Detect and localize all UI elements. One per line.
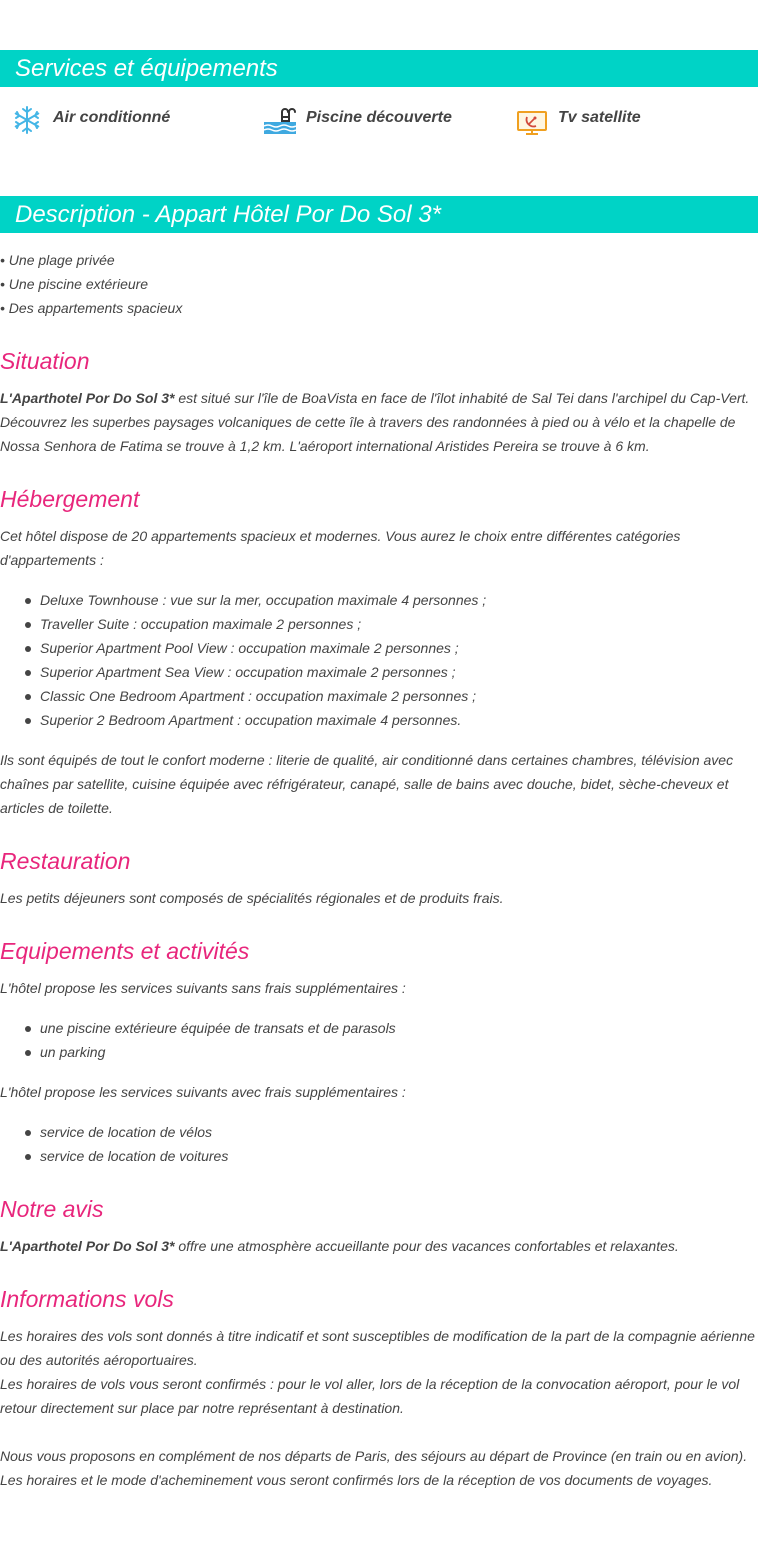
snowflake-icon xyxy=(11,104,43,136)
restauration-text: Les petits déjeuners sont composés de spécialités régionales et de produits frais. xyxy=(0,890,504,906)
list-item: une piscine extérieure équipée de transats et de parasols xyxy=(0,1016,758,1040)
list-item: Deluxe Townhouse : vue sur la mer, occupation maximale 4 personnes ; xyxy=(0,588,758,612)
service-air-conditioning xyxy=(11,104,170,144)
description-content xyxy=(0,248,758,1492)
vols-heading: Informations vols xyxy=(0,1286,174,1312)
hebergement-outro: Ils sont équipés de tout le confort moderne : literie de qualité, air conditionné dans certaines chambres, télévision avec chaînes par satellite, cuisine équipée avec réfrigérateur, canapé, salle de bains avec douche, bidet, sèche-cheveux et articles de toilette. xyxy=(0,752,734,816)
satellite-tv-icon xyxy=(516,104,548,136)
vols-text-3: Nous vous proposons en complément de nos départs de Paris, des séjours au départ de Province (en train ou en avion). xyxy=(0,1448,748,1464)
room-types-list xyxy=(0,588,758,732)
description-header-band xyxy=(0,196,758,233)
situation-heading: Situation xyxy=(0,348,90,374)
equipements-heading: Equipements et activités xyxy=(0,938,250,964)
service-satellite-tv xyxy=(516,104,641,144)
avis-heading: Notre avis xyxy=(0,1196,104,1222)
vols-text-1: Les horaires des vols sont donnés à titre indicatif et sont susceptibles de modification de la part de la compagnie aérienne ou des autorités aéroportuaires. xyxy=(0,1328,755,1368)
list-item: Superior 2 Bedroom Apartment : occupation maximale 4 personnes. xyxy=(0,708,758,732)
services-list xyxy=(0,104,758,144)
service-label: Tv satellite xyxy=(558,109,641,126)
service-label: Piscine découverte xyxy=(306,109,452,126)
list-item: un parking xyxy=(0,1040,758,1064)
list-item: Superior Apartment Pool View : occupation maximale 2 personnes ; xyxy=(0,636,758,660)
vols-text-4: Les horaires et le mode d'acheminement vous seront confirmés lors de la réception de vos documents de voyages. xyxy=(0,1472,713,1488)
list-item: Traveller Suite : occupation maximale 2 personnes ; xyxy=(0,612,758,636)
services-title: Services et équipements xyxy=(15,55,278,82)
highlight-item: • Des appartements spacieux xyxy=(0,300,183,316)
pool-icon xyxy=(264,104,296,136)
restauration-heading: Restauration xyxy=(0,848,131,874)
paid-services-intro: L'hôtel propose les services suivants avec frais supplémentaires : xyxy=(0,1084,406,1100)
avis-body: offre une atmosphère accueillante pour des vacances confortables et relaxantes. xyxy=(174,1238,679,1254)
list-item: Classic One Bedroom Apartment : occupation maximale 2 personnes ; xyxy=(0,684,758,708)
vols-text-2: Les horaires de vols vous seront confirmés : pour le vol aller, lors de la réception de la convocation aéroport, pour le vol retour directement sur place par notre représentant à destination. xyxy=(0,1376,740,1416)
hebergement-intro: Cet hôtel dispose de 20 appartements spacieux et modernes. Vous aurez le choix entre différentes catégories d'appartements : xyxy=(0,528,681,568)
service-pool xyxy=(264,104,452,144)
list-item: service de location de vélos xyxy=(0,1120,758,1144)
highlights-list xyxy=(0,248,758,320)
hebergement-heading: Hébergement xyxy=(0,486,140,512)
situation-text xyxy=(0,386,758,458)
free-services-list xyxy=(0,1016,758,1064)
service-label: Air conditionné xyxy=(53,109,171,126)
avis-text xyxy=(0,1234,758,1258)
list-item: Superior Apartment Sea View : occupation maximale 2 personnes ; xyxy=(0,660,758,684)
services-header-band xyxy=(0,50,758,87)
situation-body: est situé sur l'île de BoaVista en face de l'îlot inhabité de Sal Tei dans l'archipel du Cap-Vert. Découvrez les superbes paysages volcaniques de cette île à travers des randonnées à pied ou à vélo et la chapelle de Nossa Senhora de Fatima se trouve à 1,2 km. L'aéroport international Aristides Pereira se trouve à 6 km. xyxy=(0,390,750,454)
highlight-item: • Une plage privée xyxy=(0,252,115,268)
hotel-name: L'Aparthotel Por Do Sol 3* xyxy=(0,390,175,406)
hotel-name: L'Aparthotel Por Do Sol 3* xyxy=(0,1238,175,1254)
highlight-item: • Une piscine extérieure xyxy=(0,276,149,292)
paid-services-list xyxy=(0,1120,758,1168)
list-item: service de location de voitures xyxy=(0,1144,758,1168)
free-services-intro: L'hôtel propose les services suivants sans frais supplémentaires : xyxy=(0,980,406,996)
description-title: Description - Appart Hôtel Por Do Sol 3* xyxy=(15,201,441,228)
